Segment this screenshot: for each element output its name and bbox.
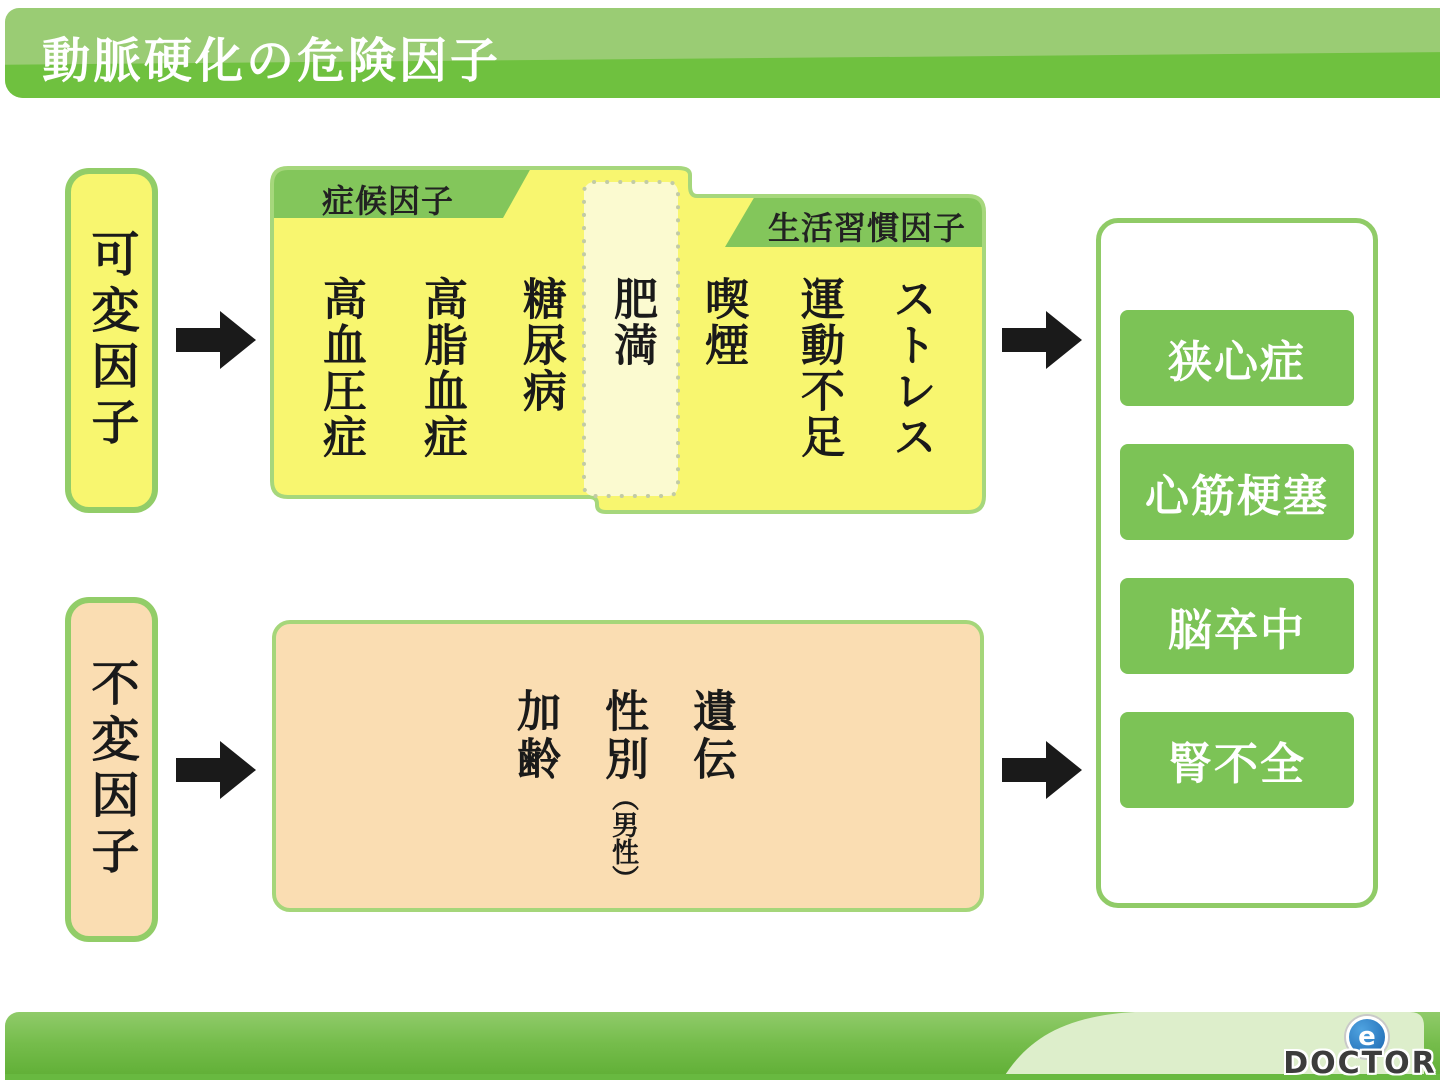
variable-factors-label	[65, 168, 158, 513]
arrow-right-icon	[176, 741, 256, 799]
invariable-factors-label	[65, 597, 158, 942]
factor-item-diabetes: 糖尿病	[515, 276, 566, 414]
outcome-badge-renal-failure: 腎不全	[1120, 712, 1354, 808]
factor-item-aging: 加齢	[509, 688, 560, 784]
logo-text: DOCTOR	[1283, 1046, 1437, 1080]
arrow-right-icon	[1002, 741, 1082, 799]
arrow-right-icon	[1002, 311, 1082, 369]
tab-lifestyle-factors: 生活習慣因子	[768, 209, 967, 247]
logo-e-mark: e	[1358, 1022, 1376, 1052]
page-title: 動脈硬化の危険因子	[42, 33, 502, 89]
factor-item-hypertension: 高血圧症	[315, 276, 366, 460]
factor-item-obesity: 肥満	[606, 276, 657, 368]
footer-strip	[5, 1074, 1440, 1080]
factor-item-stress: ストレス	[885, 276, 936, 460]
factor-item-inactivity: 運動不足	[793, 276, 844, 460]
outcome-badge-stroke: 脳卒中	[1120, 578, 1354, 674]
factor-item-hyperlipidemia: 高脂血症	[416, 276, 467, 460]
tab-symptomatic-factors: 症候因子	[322, 182, 455, 220]
variable-factors-text: 可変因子	[83, 228, 139, 453]
outcome-badge-myocardial-infarction: 心筋梗塞	[1120, 444, 1354, 540]
factor-item-sex-note: （男性）	[607, 784, 638, 892]
factor-item-sex	[590, 688, 654, 892]
doctor-logo	[1280, 1014, 1440, 1078]
arrow-right-icon	[176, 311, 256, 369]
factor-item-smoking: 喫煙	[697, 276, 748, 368]
factor-item-heredity: 遺伝	[685, 688, 736, 784]
outcome-badge-angina: 狭心症	[1120, 310, 1354, 406]
factor-item-sex-text: 性別	[597, 688, 648, 784]
invariable-factors-text: 不変因子	[83, 657, 139, 882]
